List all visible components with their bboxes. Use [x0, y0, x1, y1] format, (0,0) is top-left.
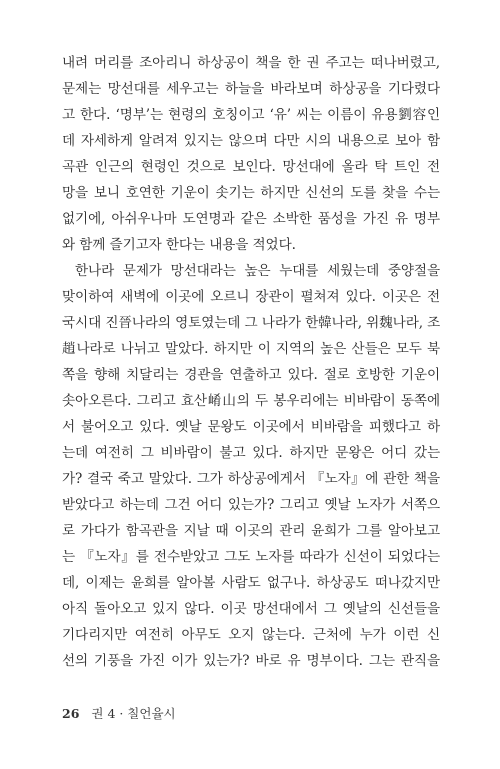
text-line: 서 불어오고 있다. 옛날 문왕도 이곳에서 비바람을 피했다고 하 — [62, 419, 440, 435]
text-line: 맞이하여 새벽에 이곳에 오르니 장관이 펼쳐져 있다. 이곳은 전 — [62, 289, 440, 305]
text-line: 없기에, 아쉬우나마 도연명과 같은 소박한 품성을 가진 유 명부 — [62, 211, 440, 227]
text-line: 내려 머리를 조아리니 하상공이 책을 한 권 주고는 떠나버렸고, — [62, 55, 440, 71]
text-line: 국시대 진晉나라의 영토였는데 그 나라가 한韓나라, 위魏나라, 조 — [62, 315, 441, 331]
text-line: 데, 이제는 윤희를 알아볼 사람도 없구나. 하상공도 떠나갔지만 — [62, 575, 440, 591]
text-line: 는데 여전히 그 비바람이 불고 있다. 하지만 문왕은 어디 갔는 — [62, 445, 440, 461]
text-line: 로 가다가 함곡관을 지날 때 이곳의 관리 윤희가 그를 알아보고 — [62, 523, 440, 539]
text-line: 는 『노자』를 전수받았고 그도 노자를 따라가 신선이 되었다는 — [62, 549, 440, 565]
text-line: 문제는 망선대를 세우고는 하늘을 바라보며 하상공을 기다렸다 — [62, 81, 440, 97]
text-line: 고 한다. ‘명부’는 현령의 호칭이고 ‘유’ 씨는 이름이 유용劉容인 — [62, 107, 440, 123]
text-line: 망을 보니 호연한 기운이 솟기는 하지만 신선의 도를 찾을 수는 — [62, 185, 440, 201]
page-body — [62, 50, 440, 674]
text-line: 선의 기풍을 가진 이가 있는가? 바로 유 명부이다. 그는 관직을 — [62, 653, 440, 669]
text-line: 데 자세하게 알려져 있지는 않으며 다만 시의 내용으로 보아 함 — [62, 133, 440, 149]
text-line: 기다리지만 여전히 아무도 오지 않는다. 근처에 누가 이런 신 — [62, 627, 440, 643]
text-line: 아직 돌아오고 있지 않다. 이곳 망선대에서 그 옛날의 신선들을 — [62, 601, 440, 617]
text-line: 쪽을 향해 치달리는 경관을 연출하고 있다. 절로 호방한 기운이 — [62, 367, 440, 383]
text-line: 받았다고 하는데 그건 어디 있는가? 그리고 옛날 노자가 서쪽으 — [62, 497, 440, 513]
page-footer — [62, 704, 176, 722]
text-line: 곡관 인근의 현령인 것으로 보인다. 망선대에 올라 탁 트인 전 — [62, 159, 440, 175]
page-number: 26 — [62, 706, 80, 721]
text-line: 솟아오른다. 그리고 효산崤山의 두 봉우리에는 비바람이 동쪽에 — [62, 393, 440, 409]
running-title: 권 4 · 칠언율시 — [91, 706, 176, 721]
text-line: 趙나라로 나뉘고 말았다. 하지만 이 지역의 높은 산들은 모두 북 — [62, 341, 440, 357]
text-line: 한나라 문제가 망선대라는 높은 누대를 세웠는데 중양절을 — [75, 263, 440, 279]
text-line: 가? 결국 죽고 말았다. 그가 하상공에게서 『노자』에 관한 책을 — [62, 471, 440, 487]
text-line: 와 함께 즐기고자 한다는 내용을 적었다. — [62, 237, 296, 253]
